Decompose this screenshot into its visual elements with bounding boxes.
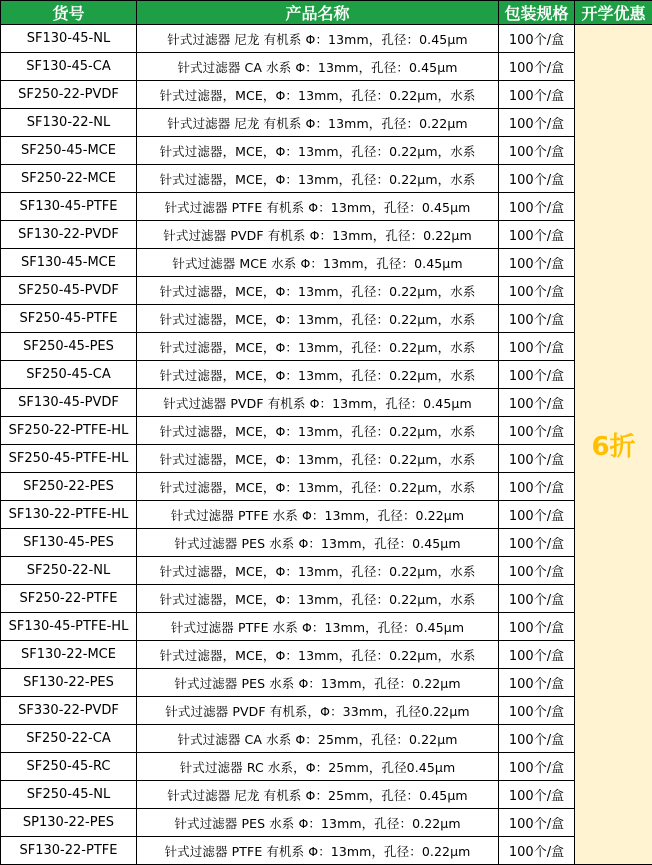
pack-spec-cell: 100个/盒 xyxy=(499,781,575,809)
table-row xyxy=(1,641,652,669)
pack-spec-cell: 100个/盒 xyxy=(499,137,575,165)
sku-cell: SF130-22-MCE xyxy=(1,641,137,669)
pack-spec-cell: 100个/盒 xyxy=(499,389,575,417)
product-name-cell: 针式过滤器，MCE，Φ：13mm，孔径：0.22μm，水系 xyxy=(137,361,499,389)
pack-spec-cell: 100个/盒 xyxy=(499,333,575,361)
table-row xyxy=(1,305,652,333)
sku-cell: SF130-45-PTFE-HL xyxy=(1,613,137,641)
product-name-cell: 针式过滤器 PTFE 水系 Φ：13mm，孔径：0.22μm xyxy=(137,501,499,529)
header-sku: 货号 xyxy=(1,1,137,25)
table-row xyxy=(1,249,652,277)
product-name-cell: 针式过滤器 PTFE 有机系 Φ：13mm，孔径：0.45μm xyxy=(137,193,499,221)
table-row xyxy=(1,137,652,165)
pack-spec-cell: 100个/盒 xyxy=(499,753,575,781)
header-promo: 开学优惠 xyxy=(575,1,652,25)
product-name-cell: 针式过滤器 PTFE 水系 Φ：13mm，孔径：0.45μm xyxy=(137,613,499,641)
product-name-cell: 针式过滤器 PES 水系 Φ：13mm，孔径：0.22μm xyxy=(137,809,499,837)
table-row xyxy=(1,473,652,501)
product-name-cell: 针式过滤器，MCE，Φ：13mm，孔径：0.22μm，水系 xyxy=(137,473,499,501)
pack-spec-cell: 100个/盒 xyxy=(499,585,575,613)
product-name-cell: 针式过滤器，MCE，Φ：13mm，孔径：0.22μm，水系 xyxy=(137,417,499,445)
product-name-cell: 针式过滤器，MCE，Φ：13mm，孔径：0.22μm，水系 xyxy=(137,557,499,585)
table-row xyxy=(1,361,652,389)
table-row xyxy=(1,25,652,53)
table-row xyxy=(1,837,652,865)
sku-cell: SF330-22-PVDF xyxy=(1,697,137,725)
table-row xyxy=(1,809,652,837)
pack-spec-cell: 100个/盒 xyxy=(499,473,575,501)
header-product-name: 产品名称 xyxy=(137,1,499,25)
sku-cell: SF130-45-PVDF xyxy=(1,389,137,417)
sku-cell: SF250-22-PVDF xyxy=(1,81,137,109)
table-row xyxy=(1,389,652,417)
sku-cell: SF130-22-NL xyxy=(1,109,137,137)
product-name-cell: 针式过滤器，MCE，Φ：13mm，孔径：0.22μm，水系 xyxy=(137,305,499,333)
pack-spec-cell: 100个/盒 xyxy=(499,53,575,81)
product-name-cell: 针式过滤器 尼龙 有机系 Φ：13mm，孔径：0.22μm xyxy=(137,109,499,137)
table-body xyxy=(1,25,652,865)
sku-cell: SF130-22-PVDF xyxy=(1,221,137,249)
sku-cell: SF130-22-PTFE xyxy=(1,837,137,865)
table-row xyxy=(1,81,652,109)
product-name-cell: 针式过滤器 PTFE 有机系 Φ：13mm，孔径：0.22μm xyxy=(137,837,499,865)
product-name-cell: 针式过滤器，MCE，Φ：13mm，孔径：0.22μm，水系 xyxy=(137,445,499,473)
sku-cell: SF130-22-PES xyxy=(1,669,137,697)
sku-cell: SF250-45-CA xyxy=(1,361,137,389)
sku-cell: SF250-45-PTFE xyxy=(1,305,137,333)
pack-spec-cell: 100个/盒 xyxy=(499,445,575,473)
table-row xyxy=(1,277,652,305)
product-name-cell: 针式过滤器 PES 水系 Φ：13mm，孔径：0.22μm xyxy=(137,669,499,697)
pack-spec-cell: 100个/盒 xyxy=(499,725,575,753)
table-row xyxy=(1,669,652,697)
product-name-cell: 针式过滤器，MCE，Φ：13mm，孔径：0.22μm，水系 xyxy=(137,333,499,361)
sku-cell: SF130-45-CA xyxy=(1,53,137,81)
sku-cell: SF250-45-PTFE-HL xyxy=(1,445,137,473)
pack-spec-cell: 100个/盒 xyxy=(499,641,575,669)
promo-discount-cell: 6折 xyxy=(575,25,652,865)
table-row xyxy=(1,697,652,725)
pack-spec-cell: 100个/盒 xyxy=(499,221,575,249)
header-row xyxy=(1,1,652,25)
pack-spec-cell: 100个/盒 xyxy=(499,669,575,697)
pack-spec-cell: 100个/盒 xyxy=(499,529,575,557)
pack-spec-cell: 100个/盒 xyxy=(499,109,575,137)
table-row xyxy=(1,585,652,613)
product-name-cell: 针式过滤器 PES 水系 Φ：13mm，孔径：0.45μm xyxy=(137,529,499,557)
table-row xyxy=(1,53,652,81)
table-header xyxy=(1,1,652,25)
product-name-cell: 针式过滤器 PVDF 有机系 Φ：13mm，孔径：0.22μm xyxy=(137,221,499,249)
pack-spec-cell: 100个/盒 xyxy=(499,837,575,865)
table-row xyxy=(1,613,652,641)
sku-cell: SF250-22-PES xyxy=(1,473,137,501)
product-name-cell: 针式过滤器 PVDF 有机系 Φ：13mm，孔径：0.45μm xyxy=(137,389,499,417)
product-name-cell: 针式过滤器 RC 水系，Φ：25mm，孔径0.45μm xyxy=(137,753,499,781)
sku-cell: SF250-22-CA xyxy=(1,725,137,753)
table-row xyxy=(1,221,652,249)
product-name-cell: 针式过滤器，MCE，Φ：13mm，孔径：0.22μm，水系 xyxy=(137,137,499,165)
sku-cell: SF130-45-MCE xyxy=(1,249,137,277)
pack-spec-cell: 100个/盒 xyxy=(499,501,575,529)
table-row xyxy=(1,417,652,445)
product-name-cell: 针式过滤器 尼龙 有机系 Φ：25mm，孔径：0.45μm xyxy=(137,781,499,809)
sku-cell: SF250-45-MCE xyxy=(1,137,137,165)
pack-spec-cell: 100个/盒 xyxy=(499,613,575,641)
product-name-cell: 针式过滤器，MCE，Φ：13mm，孔径：0.22μm，水系 xyxy=(137,165,499,193)
pack-spec-cell: 100个/盒 xyxy=(499,277,575,305)
table-row xyxy=(1,501,652,529)
sku-cell: SP130-22-PES xyxy=(1,809,137,837)
table-row xyxy=(1,725,652,753)
pack-spec-cell: 100个/盒 xyxy=(499,361,575,389)
table-row xyxy=(1,753,652,781)
table-row xyxy=(1,529,652,557)
pack-spec-cell: 100个/盒 xyxy=(499,25,575,53)
sku-cell: SF130-45-PES xyxy=(1,529,137,557)
sku-cell: SF250-22-PTFE-HL xyxy=(1,417,137,445)
pack-spec-cell: 100个/盒 xyxy=(499,165,575,193)
pack-spec-cell: 100个/盒 xyxy=(499,557,575,585)
sku-cell: SF250-45-NL xyxy=(1,781,137,809)
table-row xyxy=(1,557,652,585)
product-name-cell: 针式过滤器 尼龙 有机系 Φ：13mm，孔径：0.45μm xyxy=(137,25,499,53)
pack-spec-cell: 100个/盒 xyxy=(499,697,575,725)
product-name-cell: 针式过滤器，MCE，Φ：13mm，孔径：0.22μm，水系 xyxy=(137,81,499,109)
sku-cell: SF250-45-PES xyxy=(1,333,137,361)
table-row xyxy=(1,109,652,137)
sku-cell: SF250-22-NL xyxy=(1,557,137,585)
pack-spec-cell: 100个/盒 xyxy=(499,81,575,109)
pack-spec-cell: 100个/盒 xyxy=(499,249,575,277)
product-name-cell: 针式过滤器，MCE，Φ：13mm，孔径：0.22μm，水系 xyxy=(137,641,499,669)
pack-spec-cell: 100个/盒 xyxy=(499,193,575,221)
sku-cell: SF130-45-NL xyxy=(1,25,137,53)
product-name-cell: 针式过滤器 CA 水系 Φ：25mm，孔径：0.22μm xyxy=(137,725,499,753)
sku-cell: SF250-45-PVDF xyxy=(1,277,137,305)
sku-cell: SF250-45-RC xyxy=(1,753,137,781)
table-row xyxy=(1,165,652,193)
pack-spec-cell: 100个/盒 xyxy=(499,809,575,837)
pack-spec-cell: 100个/盒 xyxy=(499,417,575,445)
sku-cell: SF130-22-PTFE-HL xyxy=(1,501,137,529)
pack-spec-cell: 100个/盒 xyxy=(499,305,575,333)
product-name-cell: 针式过滤器 PVDF 有机系，Φ：33mm，孔径0.22μm xyxy=(137,697,499,725)
product-name-cell: 针式过滤器 MCE 水系 Φ：13mm，孔径：0.45μm xyxy=(137,249,499,277)
table-row xyxy=(1,333,652,361)
table-row xyxy=(1,193,652,221)
sku-cell: SF130-45-PTFE xyxy=(1,193,137,221)
product-name-cell: 针式过滤器，MCE，Φ：13mm，孔径：0.22μm，水系 xyxy=(137,585,499,613)
sku-cell: SF250-22-MCE xyxy=(1,165,137,193)
sku-cell: SF250-22-PTFE xyxy=(1,585,137,613)
product-name-cell: 针式过滤器，MCE，Φ：13mm，孔径：0.22μm，水系 xyxy=(137,277,499,305)
table-row xyxy=(1,445,652,473)
table-row xyxy=(1,781,652,809)
product-name-cell: 针式过滤器 CA 水系 Φ：13mm，孔径：0.45μm xyxy=(137,53,499,81)
header-pack-spec: 包装规格 xyxy=(499,1,575,25)
